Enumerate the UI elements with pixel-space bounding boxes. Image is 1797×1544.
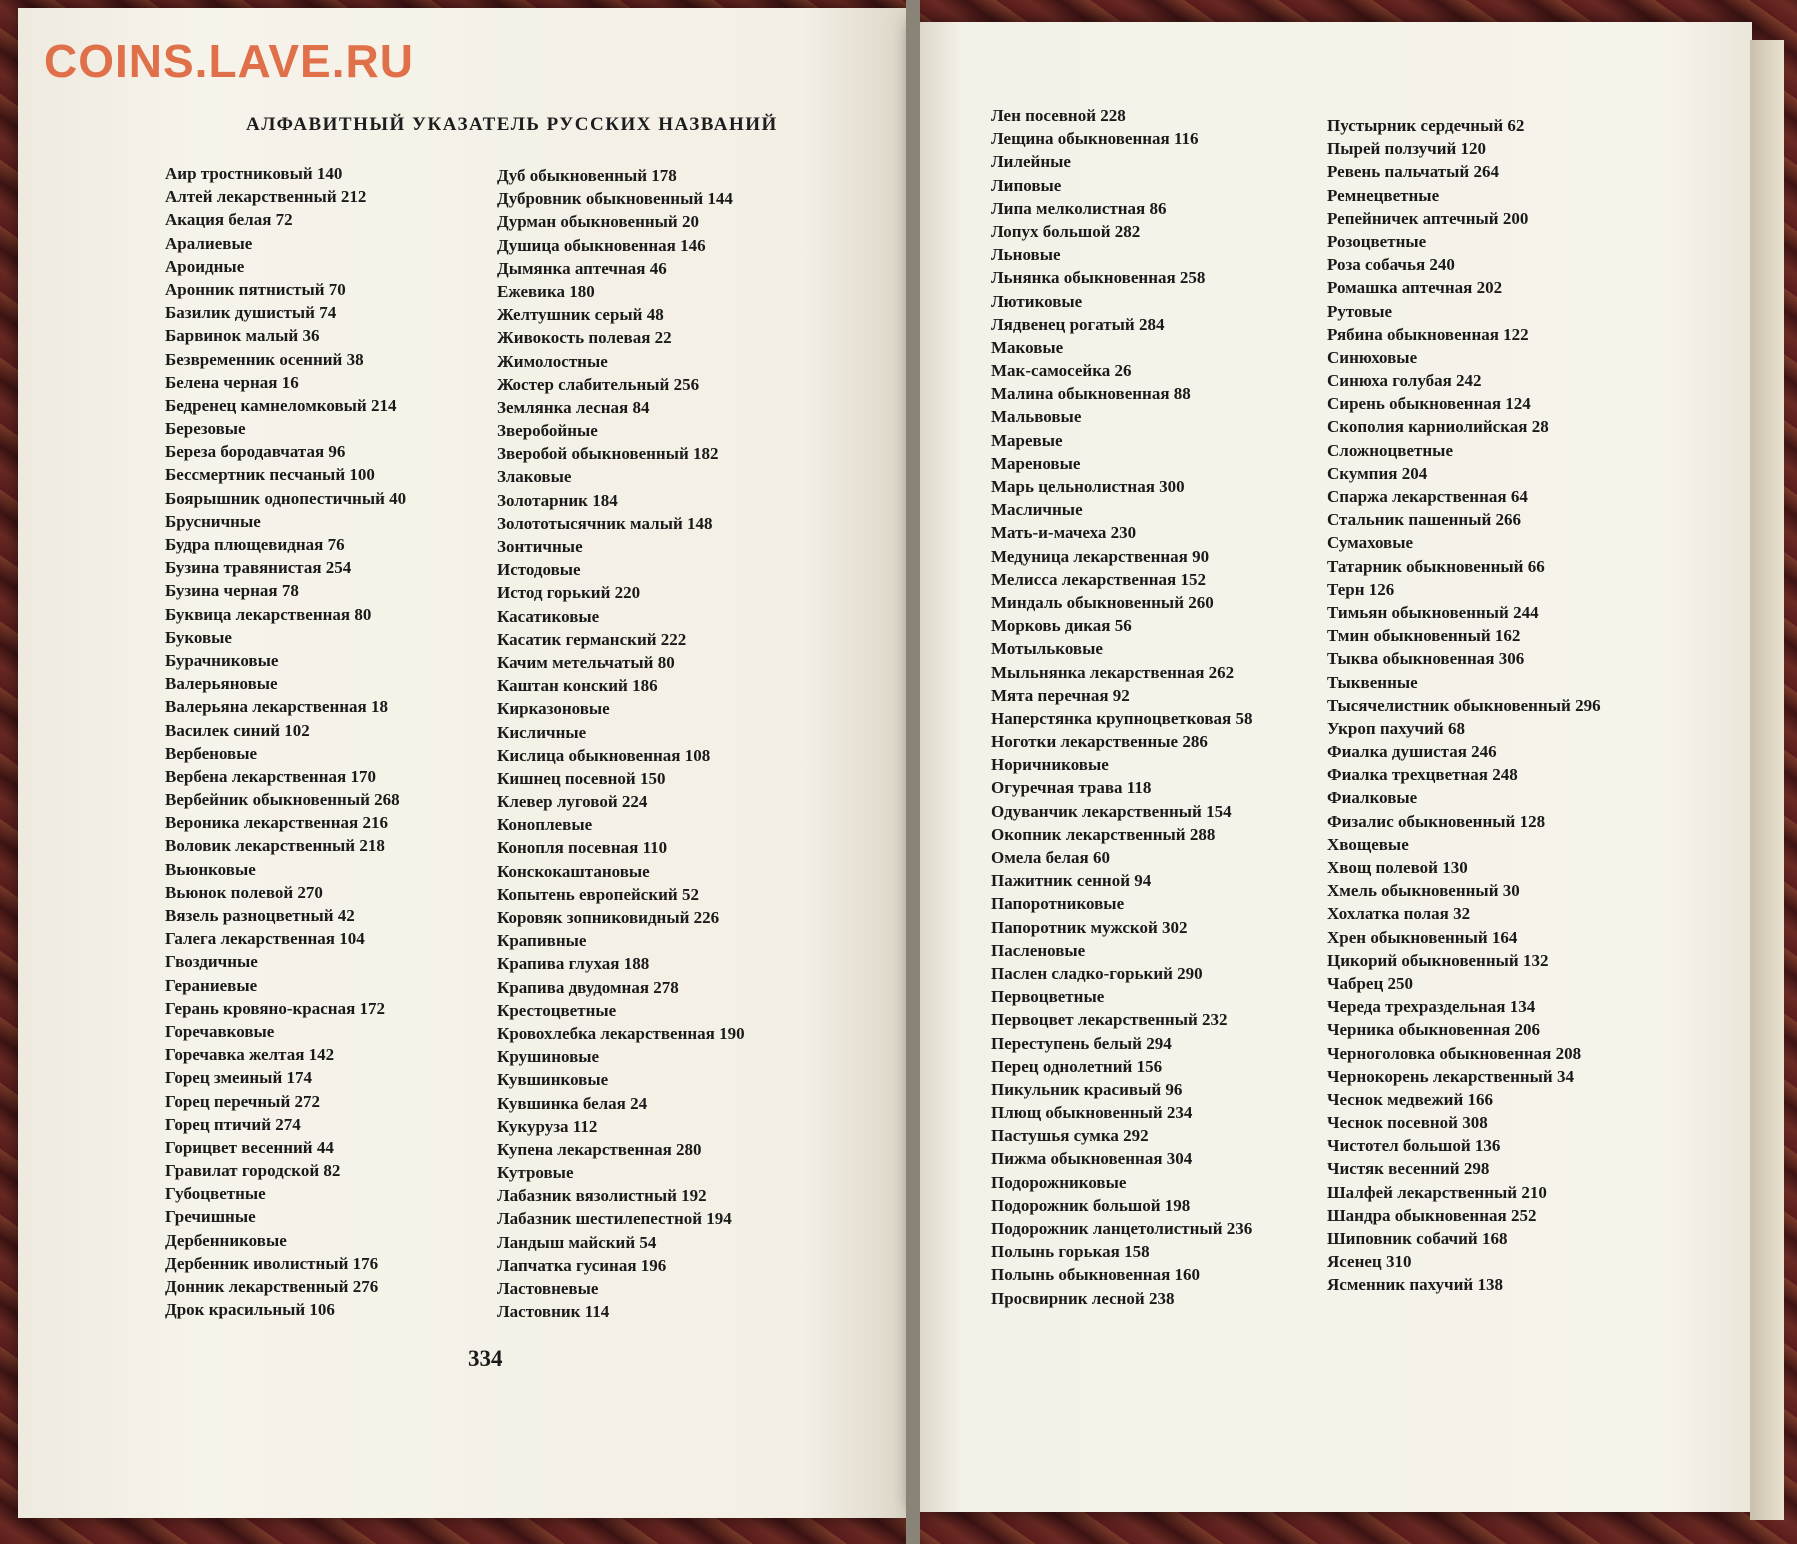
index-entry: Первоцвет лекарственный 232 (991, 1010, 1228, 1030)
index-entry: Малина обыкновенная 88 (991, 384, 1191, 404)
index-entry: Буквица лекарственная 80 (165, 604, 372, 624)
index-entry: Злаковые (497, 467, 572, 487)
index-entry: Лилейные (991, 152, 1071, 172)
index-entry: Крапивные (497, 931, 587, 951)
index-entry: Тыквенные (1327, 672, 1418, 692)
index-entry: Брусничные (165, 511, 261, 531)
index-entry: Синюха голубая 242 (1327, 371, 1482, 391)
index-entry: Подорожниковые (991, 1172, 1127, 1192)
index-entry: Будра плющевидная 76 (165, 535, 345, 554)
index-entry: Валерьяна лекарственная 18 (165, 697, 388, 717)
index-entry: Губоцветные (165, 1184, 266, 1204)
index-entry: Спаржа лекарственная 64 (1327, 487, 1528, 506)
index-entry: Бедренец камнеломковый 214 (165, 395, 397, 415)
index-entry: Дербенник иволистный 176 (165, 1253, 379, 1273)
index-entry: Кишнец посевной 150 (497, 768, 666, 788)
index-entry: Мотыльковые (991, 639, 1103, 659)
index-entry: Папоротниковые (991, 894, 1125, 914)
index-entry: Пасленовые (991, 940, 1086, 960)
index-entry: Вербеновые (165, 743, 258, 763)
index-entry: Березовые (165, 419, 246, 439)
index-entry: Физалис обыкновенный 128 (1327, 811, 1546, 831)
index-entry: Плющ обыкновенный 234 (991, 1103, 1193, 1123)
index-entry: Аронник пятнистый 70 (165, 279, 346, 299)
index-entry: Ясенец 310 (1327, 1252, 1412, 1272)
index-entry: Лещина обыкновенная 116 (991, 129, 1199, 149)
index-entry: Мак-самосейка 26 (991, 361, 1132, 381)
index-column-4 (1327, 114, 1601, 1297)
index-entry: Кисличные (497, 722, 587, 742)
index-entry: Кукуруза 112 (497, 1116, 598, 1136)
index-entry: Зверобой обыкновенный 182 (497, 444, 719, 464)
index-entry: Бурачниковые (165, 650, 279, 670)
index-entry: Горечавка желтая 142 (165, 1045, 335, 1065)
index-entry: Пастушья сумка 292 (991, 1126, 1149, 1146)
book-cover-edge (1750, 40, 1784, 1520)
index-entry: Кутровые (497, 1163, 574, 1183)
index-entry: Синюховые (1327, 347, 1418, 367)
index-entry: Гвоздичные (165, 952, 258, 972)
index-entry: Чернокорень лекарственный 34 (1327, 1066, 1574, 1086)
index-entry: Пырей ползучий 120 (1327, 139, 1487, 159)
index-entry: Вербейник обыкновенный 268 (165, 790, 400, 810)
index-entry: Мальвовые (991, 407, 1082, 427)
index-entry: Буковые (165, 627, 232, 647)
index-entry: Дербенниковые (165, 1230, 287, 1250)
index-title: АЛФАВИТНЫЙ УКАЗАТЕЛЬ РУССКИХ НАЗВАНИЙ (246, 114, 778, 135)
index-entry: Вьюнок полевой 270 (165, 882, 323, 902)
index-entry: Дуб обыкновенный 178 (497, 166, 677, 185)
index-entry: Касатиковые (497, 606, 600, 626)
index-entry: Лопух большой 282 (991, 221, 1141, 241)
index-entry: Льнянка обыкновенная 258 (991, 268, 1206, 288)
index-entry: Безвременник осенний 38 (165, 349, 364, 369)
index-entry: Барвинок малый 36 (165, 326, 320, 346)
index-entry: Перец однолетний 156 (991, 1056, 1163, 1076)
index-entry: Белена черная 16 (165, 372, 299, 392)
index-entry: Горечавковые (165, 1021, 275, 1041)
index-entry: Ноготки лекарственные 286 (991, 732, 1208, 752)
index-entry: Вербена лекарственная 170 (165, 766, 376, 786)
index-entry: Копытень европейский 52 (497, 884, 699, 904)
index-entry: Лабазник вязолистный 192 (497, 1186, 707, 1206)
index-entry: Кирказоновые (497, 699, 610, 719)
index-entry: Рябина обыкновенная 122 (1327, 324, 1529, 344)
index-entry: Мыльнянка лекарственная 262 (991, 662, 1235, 682)
index-entry: Бузина травянистая 254 (165, 558, 352, 578)
index-entry: Льновые (991, 245, 1061, 265)
index-column-2 (497, 164, 745, 1323)
index-entry: Череда трехраздельная 134 (1327, 997, 1536, 1017)
index-entry: Мелисса лекарственная 152 (991, 569, 1206, 589)
index-entry: Ромашка аптечная 202 (1327, 278, 1503, 298)
index-entry: Вьюнковые (165, 859, 256, 879)
index-entry: Горицвет весенний 44 (165, 1137, 334, 1157)
index-entry: Паслен сладко-горький 290 (991, 963, 1203, 983)
index-entry: Терн 126 (1327, 579, 1395, 599)
index-entry: Коноплевые (497, 815, 593, 835)
index-entry: Галега лекарственная 104 (165, 929, 365, 949)
index-entry: Переступень белый 294 (991, 1033, 1172, 1053)
index-entry: Маревые (991, 430, 1063, 450)
index-entry: Пижма обыкновенная 304 (991, 1149, 1193, 1169)
index-entry: Конскокаштановые (497, 861, 650, 881)
index-entry: Пажитник сенной 94 (991, 871, 1152, 891)
index-entry: Горец птичий 274 (165, 1114, 301, 1134)
index-entry: Хмель обыкновенный 30 (1327, 881, 1520, 901)
index-entry: Шиповник собачий 168 (1327, 1229, 1508, 1248)
index-entry: Зонтичные (497, 537, 583, 556)
index-entry: Жимолостные (497, 351, 608, 371)
index-entry: Душица обыкновенная 146 (497, 235, 706, 255)
index-entry: Одуванчик лекарственный 154 (991, 801, 1232, 821)
index-entry: Чеснок посевной 308 (1327, 1113, 1488, 1133)
index-entry: Скополия карниолийская 28 (1327, 417, 1549, 437)
index-entry: Черноголовка обыкновенная 208 (1327, 1043, 1582, 1063)
index-entry: Истодовые (497, 560, 581, 580)
left-page (18, 8, 912, 1518)
index-entry: Желтушник серый 48 (497, 305, 664, 325)
index-entry: Стальник пашенный 266 (1327, 510, 1522, 530)
index-entry: Воловик лекарственный 218 (165, 836, 385, 856)
index-entry: Ремнецветные (1327, 185, 1440, 205)
index-entry: Огуречная трава 118 (991, 778, 1152, 798)
index-entry: Розоцветные (1327, 231, 1427, 251)
index-entry: Береза бородавчатая 96 (165, 442, 346, 462)
index-entry: Рутовые (1327, 301, 1393, 321)
index-entry: Кислица обыкновенная 108 (497, 745, 711, 765)
index-entry: Истод горький 220 (497, 583, 641, 603)
index-entry: Кувшинковые (497, 1070, 609, 1090)
page-number: 334 (468, 1346, 503, 1371)
index-entry: Мать-и-мачеха 230 (991, 523, 1137, 543)
index-entry: Гравилат городской 82 (165, 1161, 341, 1181)
index-entry: Полынь обыкновенная 160 (991, 1265, 1201, 1285)
index-entry: Тыква обыкновенная 306 (1327, 649, 1525, 669)
index-entry: Фиалковые (1327, 788, 1418, 808)
index-entry: Первоцветные (991, 987, 1105, 1007)
index-entry: Аир тростниковый 140 (165, 164, 343, 183)
index-entry: Репейничек аптечный 200 (1327, 208, 1529, 228)
index-entry: Крушиновые (497, 1047, 600, 1067)
index-entry: Гераниевые (165, 975, 258, 995)
index-entry: Качим метельчатый 80 (497, 652, 675, 672)
index-entry: Лабазник шестилепестной 194 (497, 1209, 732, 1229)
index-entry: Марь цельнолистная 300 (991, 477, 1185, 496)
index-entry: Золототысячник малый 148 (497, 513, 713, 533)
index-entry: Хохлатка полая 32 (1327, 904, 1471, 924)
index-entry: Ландыш майский 54 (497, 1232, 657, 1252)
index-entry: Маковые (991, 337, 1064, 357)
index-entry: Касатик германский 222 (497, 629, 687, 649)
index-entry: Крапива глухая 188 (497, 954, 650, 974)
index-entry: Сложноцветные (1327, 440, 1453, 460)
index-entry: Окопник лекарственный 288 (991, 824, 1216, 844)
index-entry: Ластовник 114 (497, 1302, 610, 1322)
index-entry: Ежевика 180 (497, 281, 595, 301)
index-column-1 (165, 162, 406, 1321)
index-entry: Дубровник обыкновенный 144 (497, 189, 733, 209)
index-entry: Полынь горькая 158 (991, 1242, 1150, 1262)
index-entry: Шалфей лекарственный 210 (1327, 1182, 1547, 1202)
index-entry: Просвирник лесной 238 (991, 1288, 1175, 1308)
index-entry: Вероника лекарственная 216 (165, 813, 388, 833)
index-entry: Тысячелистник обыкновенный 296 (1327, 695, 1601, 715)
index-entry: Хрен обыкновенный 164 (1327, 927, 1518, 947)
index-entry: Боярышник однопестичный 40 (165, 488, 407, 508)
index-entry: Аралиевые (165, 233, 253, 253)
index-entry: Ясменник пахучий 138 (1327, 1275, 1503, 1295)
index-entry: Горец перечный 272 (165, 1091, 320, 1111)
index-entry: Папоротник мужской 302 (991, 917, 1188, 937)
index-entry: Герань кровяно-красная 172 (165, 998, 386, 1018)
index-entry: Горец змеиный 174 (165, 1068, 312, 1088)
index-entry: Лапчатка гусиная 196 (497, 1255, 667, 1275)
index-entry: Бессмертник песчаный 100 (165, 465, 375, 485)
index-entry: Чабрец 250 (1327, 973, 1414, 993)
index-entry: Бузина черная 78 (165, 581, 299, 601)
index-entry: Хвощ полевой 130 (1327, 858, 1468, 877)
index-entry: Липа мелколистная 86 (991, 198, 1167, 218)
index-entry: Каштан конский 186 (497, 676, 658, 696)
index-entry: Зверобойные (497, 421, 598, 441)
index-entry: Лютиковые (991, 291, 1083, 311)
index-entry: Омела белая 60 (991, 848, 1110, 867)
index-entry: Цикорий обыкновенный 132 (1327, 950, 1549, 970)
index-entry: Живокость полевая 22 (497, 328, 672, 348)
index-entry: Миндаль обыкновенный 260 (991, 592, 1214, 612)
index-entry: Жостер слабительный 256 (497, 374, 700, 394)
index-entry: Базилик душистый 74 (165, 303, 337, 323)
index-entry: Купена лекарственная 280 (497, 1139, 702, 1159)
index-entry: Роза собачья 240 (1327, 255, 1455, 275)
index-entry: Гречишные (165, 1207, 256, 1227)
index-entry: Донник лекарственный 276 (165, 1277, 379, 1296)
index-entry: Крапива двудомная 278 (497, 977, 679, 997)
index-entry: Сумаховые (1327, 533, 1414, 553)
index-entry: Хвощевые (1327, 834, 1409, 854)
index-entry: Лядвенец рогатый 284 (991, 314, 1165, 334)
index-entry: Масличные (991, 500, 1083, 520)
index-entry: Наперстянка крупноцветковая 58 (991, 708, 1253, 728)
index-entry: Алтей лекарственный 212 (165, 187, 367, 207)
index-entry: Валерьяновые (165, 674, 278, 694)
index-entry: Клевер луговой 224 (497, 792, 648, 812)
index-entry: Дурман обыкновенный 20 (497, 212, 699, 232)
index-entry: Пустырник сердечный 62 (1327, 116, 1525, 135)
index-entry: Мята перечная 92 (991, 685, 1130, 705)
index-entry: Фиалка трехцветная 248 (1327, 765, 1518, 785)
index-entry: Коровяк зопниковидный 226 (497, 908, 720, 927)
index-entry: Липовые (991, 175, 1062, 195)
index-entry: Землянка лесная 84 (497, 397, 650, 417)
index-entry: Подорожник ланцетолистный 236 (991, 1219, 1253, 1238)
index-entry: Тимьян обыкновенный 244 (1327, 602, 1539, 622)
index-entry: Подорожник большой 198 (991, 1195, 1191, 1215)
index-entry: Морковь дикая 56 (991, 616, 1132, 636)
index-entry: Конопля посевная 110 (497, 838, 668, 858)
index-entry: Пикульник красивый 96 (991, 1079, 1183, 1099)
watermark-text: COINS.LAVE.RU (44, 35, 414, 87)
index-entry: Мареновые (991, 453, 1081, 473)
index-column-3 (991, 104, 1253, 1310)
index-entry: Норичниковые (991, 755, 1109, 775)
index-entry: Медуница лекарственная 90 (991, 546, 1210, 566)
index-entry: Фиалка душистая 246 (1327, 742, 1497, 762)
index-entry: Лен посевной 228 (991, 106, 1126, 125)
index-entry: Вязель разноцветный 42 (165, 906, 355, 925)
index-entry: Крестоцветные (497, 1000, 617, 1020)
index-entry: Василек синий 102 (165, 720, 310, 740)
index-entry: Золотарник 184 (497, 490, 618, 510)
index-entry: Укроп пахучий 68 (1327, 718, 1465, 738)
index-entry: Тмин обыкновенный 162 (1327, 626, 1521, 646)
index-entry: Черника обыкновенная 206 (1327, 1020, 1541, 1040)
index-entry: Кувшинка белая 24 (497, 1093, 648, 1113)
index-entry: Ароидные (165, 256, 245, 276)
index-entry: Акация белая 72 (165, 210, 293, 230)
index-entry: Кровохлебка лекарственная 190 (497, 1023, 745, 1043)
index-entry: Чеснок медвежий 166 (1327, 1089, 1494, 1109)
index-entry: Шандра обыкновенная 252 (1327, 1205, 1537, 1225)
index-entry: Татарник обыкновенный 66 (1327, 556, 1545, 576)
index-entry: Ластовневые (497, 1279, 599, 1298)
index-entry: Чистяк весенний 298 (1327, 1159, 1490, 1179)
index-entry: Сирень обыкновенная 124 (1327, 394, 1531, 414)
book-spine (906, 0, 920, 1544)
index-entry: Скумпия 204 (1327, 463, 1428, 483)
index-entry: Дрок красильный 106 (165, 1300, 335, 1320)
index-entry: Чистотел большой 136 (1327, 1136, 1501, 1156)
index-entry: Ревень пальчатый 264 (1327, 162, 1499, 182)
index-entry: Дымянка аптечная 46 (497, 258, 667, 278)
